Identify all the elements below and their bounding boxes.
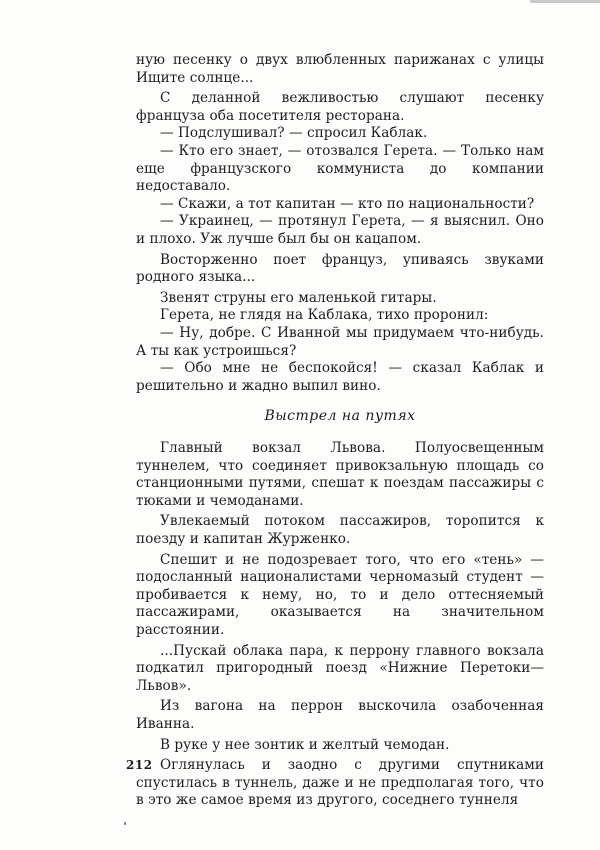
paragraph: Спешит и не подозревает того, что его «тень» — подосланный националистами черномазый студент — пробивается к нему, но, то и дело оттесняемый пассажирами, оказывается на значительном расстоянии. bbox=[136, 551, 544, 638]
page-number: 212 bbox=[126, 758, 153, 772]
paragraph: Оглянулась и заодно с другими спутниками спустилась в туннель, даже и не предполагая того, что в это же самое время из другого, соседнего туннеля bbox=[136, 757, 544, 809]
paragraph-continuation: ную песенку о двух влюбленных парижанах с улицы Ищите солнце... bbox=[136, 52, 544, 86]
paragraph: Увлекаемый потоком пассажиров, торопится к поезду и капитан Журженко. bbox=[136, 513, 544, 547]
paragraph: Из вагона на перрон выскочила озабоченная Иванна. bbox=[136, 698, 544, 732]
dialogue-line: — Ну, добре. С Иванной мы придумаем что-нибудь. А ты как устроишься? bbox=[136, 324, 544, 359]
paragraph: Звенят струны его маленькой гитары. bbox=[160, 289, 437, 306]
scan-edge-mark bbox=[530, 0, 600, 3]
paragraph: ...Пускай облака пара, к перрону главного вокзала подкатил пригородный поезд «Нижние Перетоки—Львов». bbox=[136, 642, 544, 694]
top-text-block bbox=[136, 52, 544, 395]
dialogue-line: — Украинец, — протянул Герета, — я выяснил. Оно и плохо. Уж лучше был бы он кацапом. bbox=[136, 213, 544, 247]
dialogue-line: — Кто его знает, — отозвался Герета. — Только нам еще французского коммуниста до компании недоставало. bbox=[136, 142, 544, 195]
bottom-text-block bbox=[136, 440, 544, 810]
section-heading: Выстрел на путях bbox=[264, 408, 416, 424]
scan-speck bbox=[124, 822, 126, 825]
dialogue-line: — Обо мне не беспокойся! — сказал Каблак и решительно и жадно выпил вино. bbox=[136, 360, 544, 394]
paragraph: Восторженно поет француз, упиваясь звуками родного языка... bbox=[136, 251, 544, 286]
dialogue-line: — Подслушивал? — спросил Каблак. bbox=[160, 125, 428, 142]
dialogue-line: — Скажи, а тот капитан — кто по национальности? bbox=[160, 195, 535, 212]
paragraph: С деланной вежливостью слушают песенку француза оба посетителя ресторана. bbox=[136, 90, 544, 124]
paragraph: Главный вокзал Львова. Полуосвещенным туннелем, что соединяет привокзальную площадь со станционными путями, спешат к поездам пассажиры с тюками и чемоданами. bbox=[136, 440, 544, 509]
paragraph: Герета, не глядя на Каблака, тихо проронил: bbox=[160, 307, 489, 324]
paragraph: В руке у нее зонтик и желтый чемодан. bbox=[160, 736, 450, 753]
